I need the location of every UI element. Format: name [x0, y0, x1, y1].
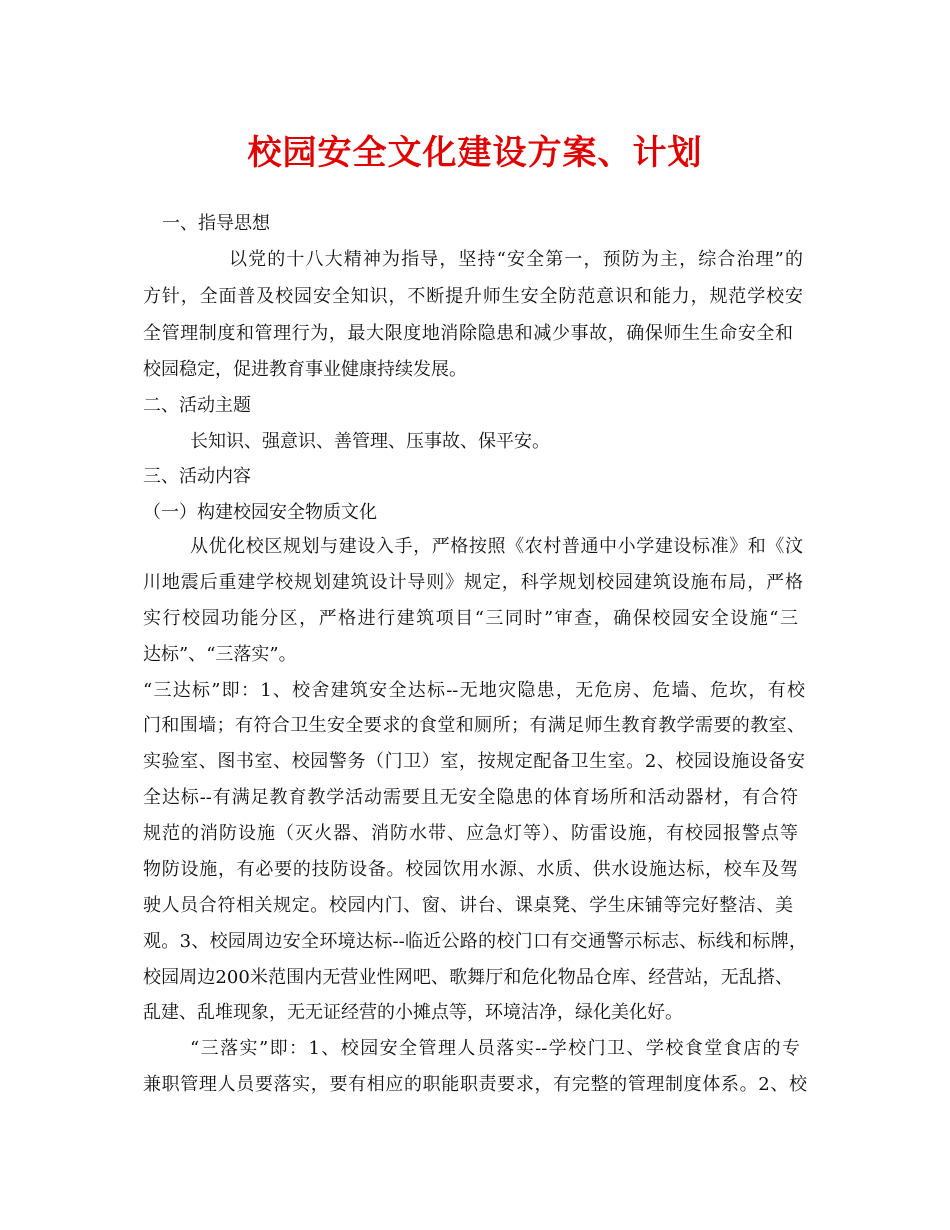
paragraph-line: 达标”、“三落实”。 [143, 644, 297, 665]
theme-text: 长知识、强意识、善管理、压事故、保平安。 [190, 431, 550, 452]
paragraph-line: 门和围墙；有符合卫生安全要求的食堂和厕所；有满足师生教育教学需要的教室、 [143, 715, 805, 736]
paragraph-line: “三落实”即：1、校园安全管理人员落实--学校门卫、学校食堂食店的专 [190, 1038, 800, 1059]
paragraph-line: 校园稳定，促进教育事业健康持续发展。 [143, 359, 467, 380]
paragraph-line: “三达标”即：1、校舍建筑安全达标--无地灾隐患，无危房、危墙、危坎，有校 [143, 680, 805, 701]
section-heading-activity-theme: 二、活动主题 [143, 395, 251, 416]
paragraph-line: 实行校园功能分区，严格进行建筑项目“三同时”审查，确保校园安全设施“三 [143, 608, 798, 629]
paragraph-line: 实验室、图书室、校园警务（门卫）室，按规定配备卫生室。2、校园设施设备安 [143, 751, 805, 772]
section-heading-guiding-ideology: 一、指导思想 [162, 213, 270, 234]
paragraph-line: 乱建、乱堆现象，无无证经营的小摊点等，环境洁净，绿化美化好。 [143, 1002, 683, 1023]
paragraph-line: 物防设施，有必要的技防设备。校园饮用水源、水质、供水设施达标，校车及驾 [143, 859, 798, 880]
paragraph-line: 校园周边200米范围内无营业性网吧、歌舞厅和危化物品仓库、经营站，无乱搭、 [143, 967, 793, 988]
paragraph-line: 规范的消防设施（灭火器、消防水带、应急灯等）、防雷设施，有校园报警点等 [143, 823, 798, 844]
paragraph-line: 从优化校区规划与建设入手，严格按照《农村普通中小学建设标准》和《汶 [190, 536, 803, 557]
section-heading-activity-content: 三、活动内容 [143, 466, 251, 487]
document-title: 校园安全文化建设方案、计划 [247, 133, 703, 173]
paragraph-line: 全管理制度和管理行为，最大限度地消除隐患和减少事故，确保师生生命安全和 [143, 323, 793, 344]
paragraph-line: 兼职管理人员要落实，要有相应的职能职责要求，有完整的管理制度体系。2、校 [143, 1074, 807, 1095]
paragraph-line: 观。3、校园周边安全环境达标--临近公路的校门口有交通警示标志、标线和标牌， [143, 931, 807, 952]
paragraph-line: 驶人员合符相关规定。校园内门、窗、讲台、课桌凳、学生床铺等完好整洁、美 [143, 895, 793, 916]
paragraph-line: 方针，全面普及校园安全知识，不断提升师生安全防范意识和能力，规范学校安 [143, 286, 803, 307]
paragraph-line: 全达标--有满足教育教学活动需要且无安全隐患的体育场所和活动器材，有合符 [143, 787, 798, 808]
subsection-heading: （一）构建校园安全物质文化 [143, 502, 377, 523]
paragraph-line: 以党的十八大精神为指导，坚持“安全第一，预防为主，综合治理”的 [229, 249, 803, 270]
paragraph-line: 川地震后重建学校规划建筑设计导则》规定，科学规划校园建筑设施布局，严格 [143, 572, 803, 593]
